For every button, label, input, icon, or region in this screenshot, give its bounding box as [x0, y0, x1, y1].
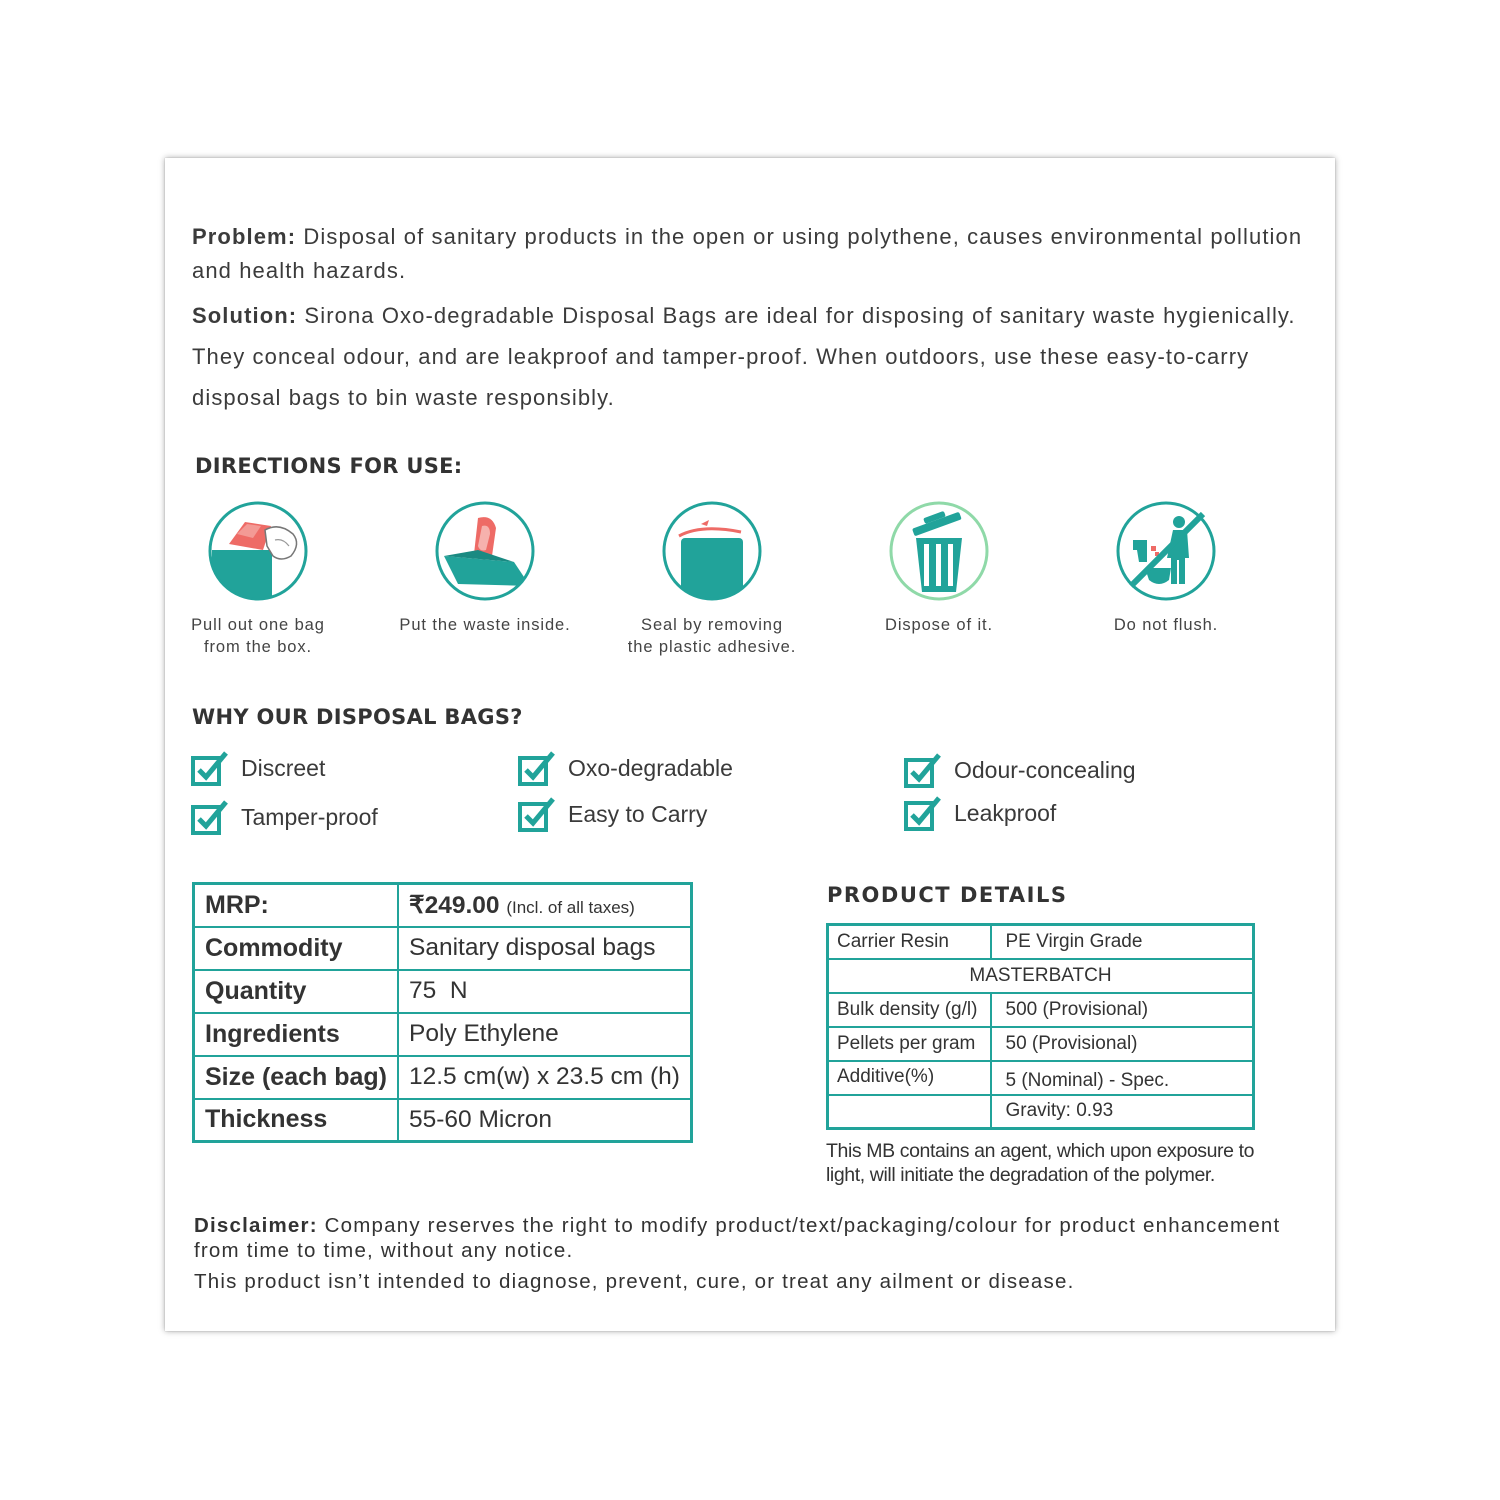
feature-easy-to-carry	[518, 796, 707, 832]
table-row	[194, 884, 692, 927]
feature-discreet	[191, 750, 325, 786]
row-value: 12.5 cm(w) x 23.5 cm (h)	[398, 1056, 691, 1099]
spec-table	[192, 882, 693, 1143]
put-waste-icon	[434, 500, 536, 602]
product-details-table	[826, 923, 1255, 1130]
checkbox-icon	[191, 750, 229, 786]
step-1-line1: Pull out one bag	[191, 616, 325, 634]
feature-label: Leakproof	[954, 799, 1057, 826]
checkbox-icon	[191, 799, 229, 835]
row-label: Additive(%)	[828, 1061, 991, 1095]
disclaimer-line-1	[194, 1213, 1314, 1263]
checkbox-icon	[518, 750, 556, 786]
why-heading: WHY OUR DISPOSAL BAGS?	[192, 705, 523, 729]
table-row	[828, 1061, 1254, 1095]
product-info-card	[165, 158, 1335, 1331]
row-label: Pellets per gram	[828, 1027, 991, 1061]
feature-label: Easy to Carry	[568, 800, 708, 827]
table-row	[194, 1013, 692, 1056]
pull-bag-icon	[207, 500, 309, 602]
mrp-cell	[398, 884, 691, 927]
row-value: 5 (Nominal) - Spec.	[991, 1061, 1254, 1095]
mrp-label: MRP:	[194, 884, 399, 927]
feature-label: Odour-concealing	[954, 756, 1136, 783]
step-1-line2: from the box.	[204, 638, 312, 656]
solution-paragraph	[192, 295, 1317, 418]
row-label: Bulk density (g/l)	[828, 993, 991, 1027]
row-value: 500 (Provisional)	[991, 993, 1254, 1027]
mrp-value: ₹249.00	[409, 892, 500, 920]
checkbox-icon	[904, 752, 942, 788]
row-label: Commodity	[194, 927, 399, 970]
table-row	[194, 1099, 692, 1142]
disclaimer-label: Disclaimer:	[194, 1214, 318, 1237]
no-flush-icon	[1115, 500, 1217, 602]
row-label: Ingredients	[194, 1013, 399, 1056]
directions-heading: DIRECTIONS FOR USE:	[195, 454, 463, 478]
row-value: 55-60 Micron	[398, 1099, 691, 1142]
step-put-waste	[380, 500, 590, 636]
masterbatch-note: This MB contains an agent, which upon exposure to light, will initiate the degradation of the polymer.	[826, 1140, 1255, 1186]
checkbox-icon	[518, 796, 556, 832]
feature-odour-concealing	[904, 752, 1136, 788]
row-value: 75 N	[398, 970, 691, 1013]
table-row	[194, 927, 692, 970]
carrier-value: PE Virgin Grade	[991, 925, 1254, 959]
step-no-flush	[1061, 500, 1271, 636]
step-dispose	[834, 500, 1044, 636]
feature-oxo-degradable	[518, 750, 733, 786]
feature-label: Discreet	[241, 754, 326, 781]
feature-label: Tamper-proof	[241, 803, 378, 830]
checkbox-icon	[904, 795, 942, 831]
row-label: Quantity	[194, 970, 399, 1013]
solution-label: Solution:	[192, 303, 298, 328]
step-seal-bag	[607, 500, 817, 658]
carrier-label: Carrier Resin	[828, 925, 991, 959]
product-details-heading: PRODUCT DETAILS	[827, 883, 1068, 907]
trash-bin-icon	[888, 500, 990, 602]
row-label: Size (each bag)	[194, 1056, 399, 1099]
seal-bag-icon	[661, 500, 763, 602]
table-row	[828, 1027, 1254, 1061]
step-3-line1: Seal by removing	[641, 616, 783, 634]
table-row	[194, 970, 692, 1013]
step-pull-bag	[153, 500, 363, 658]
solution-text: Sirona Oxo-degradable Disposal Bags are ideal for disposing of sanitary waste hygienically. They conceal odour, and are leakproof and tamper-proof. When outdoors, use these easy-to-carry disposal bags to bin waste responsibly.	[192, 303, 1296, 410]
step-2-line1: Put the waste inside.	[399, 616, 571, 634]
table-row	[828, 993, 1254, 1027]
feature-leakproof	[904, 795, 1056, 831]
step-3-line2: the plastic adhesive.	[627, 638, 797, 656]
empty-cell	[828, 1095, 991, 1129]
gravity-value: Gravity: 0.93	[991, 1095, 1254, 1129]
table-row	[828, 925, 1254, 959]
mrp-note: (Incl. of all taxes)	[506, 898, 635, 918]
row-value: Poly Ethylene	[398, 1013, 691, 1056]
step-4-line1: Dispose of it.	[885, 616, 993, 634]
row-value: Sanitary disposal bags	[398, 927, 691, 970]
table-row	[828, 1095, 1254, 1129]
problem-label: Problem:	[192, 224, 297, 249]
intro-text	[192, 220, 1317, 418]
step-5-line1: Do not flush.	[1113, 616, 1219, 634]
feature-label: Oxo-degradable	[568, 754, 733, 781]
table-row	[828, 959, 1254, 993]
masterbatch-label: MASTERBATCH	[828, 959, 1254, 993]
problem-text: Disposal of sanitary products in the open or using polythene, causes environmental pollution and health hazards.	[192, 224, 1303, 283]
row-value: 50 (Provisional)	[991, 1027, 1254, 1061]
row-label: Thickness	[194, 1099, 399, 1142]
disclaimer-line-2: This product isn’t intended to diagnose, prevent, cure, or treat any ailment or disease.	[194, 1270, 1075, 1293]
feature-tamper-proof	[191, 799, 378, 835]
table-row	[194, 1056, 692, 1099]
disclaimer	[194, 1213, 1314, 1294]
disclaimer-text: Company reserves the right to modify product/text/packaging/colour for product enhancement from time to time, without any notice.	[194, 1214, 1281, 1262]
problem-paragraph	[192, 220, 1317, 288]
